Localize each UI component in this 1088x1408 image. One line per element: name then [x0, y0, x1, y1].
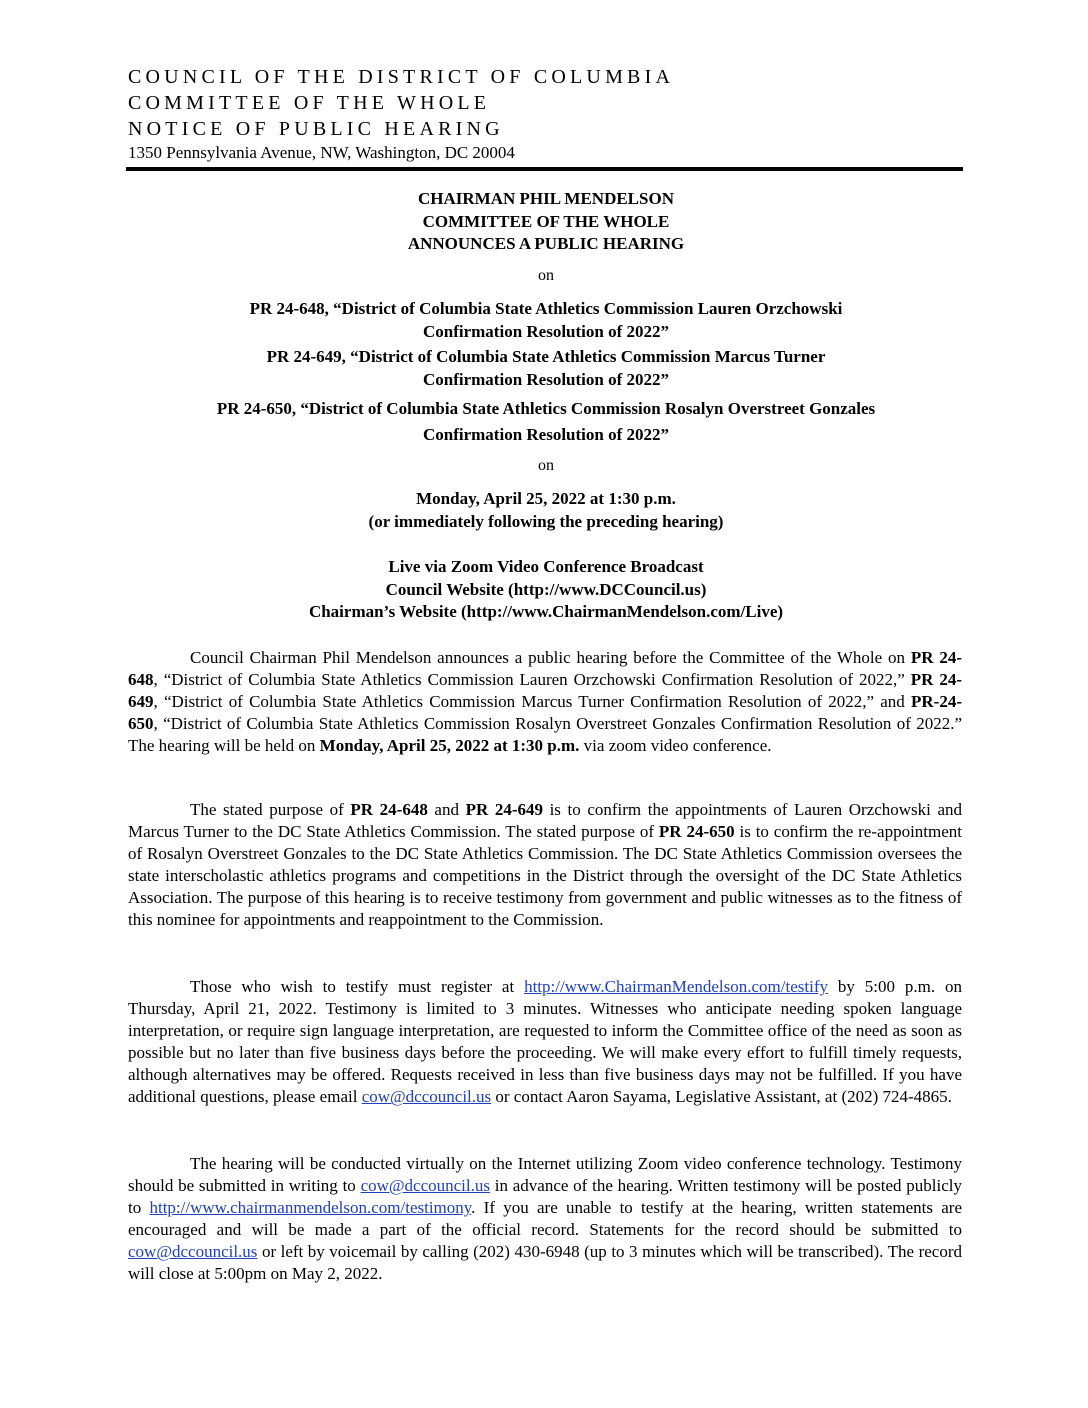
broadcast-line-2: Council Website (http://www.DCCouncil.us)	[385, 579, 707, 599]
council-address: 1350 Pennsylvania Avenue, NW, Washington, DC 20004	[128, 143, 515, 162]
paragraph-purpose: The stated purpose of PR 24-648 and PR 24-649 is to confirm the appointments of Lauren Orzchowski and Marcus Turner to the DC State Athletics Commission. The stated purpose of PR 24-650 is to confirm the re-appointment of Rosalyn Overstreet Gonzales to the DC State Athletics Commission. The DC State Athletics Commission oversees the state interscholastic athletics programs and competitions in the District through the oversight of the DC State Athletics Association. The purpose of this hearing is to receive testimony from government and public witnesses as to the fitness of this nominee for appointments and reappointment to the Commission.	[128, 800, 963, 930]
email-link[interactable]: cow@dccouncil.us	[361, 1087, 492, 1107]
announcement-line-2: COMMITTEE OF THE WHOLE	[422, 211, 670, 231]
hearing-date-line: Monday, April 25, 2022 at 1:30 p.m.	[416, 489, 676, 508]
bill-1-line-1: PR 24-648, “District of Columbia State Athletics Commission Lauren Orzchowski	[249, 299, 843, 318]
paragraph-registration: Those who wish to testify must register at http://www.ChairmanMendelson.com/testify by 5:00 p.m. on Thursday, April 21, 2022. Testimony is limited to 3 minutes. Witnesses who anticipate needing spoken language interpretation, or require sign language interpretation, are requested to inform the Committee office of the need as soon as possible but no later than five business days before the proceeding. We will make every effort to fulfill timely requests, although alternatives may be offered. Requests received in less than five business days may not be fulfilled. If you have additional questions, please email cow@dccouncil.us or contact Aaron Sayama, Legislative Assistant, at (202) 724-4865.	[128, 977, 962, 1107]
bill-3	[120, 396, 972, 448]
bill-2-line-1: PR 24-649, “District of Columbia State Athletics Commission Marcus Turner	[266, 347, 826, 366]
council-name: COUNCIL OF THE DISTRICT OF COLUMBIA	[128, 66, 675, 88]
announcement-block	[120, 188, 972, 256]
paragraph-announcement: Council Chairman Phil Mendelson announces a public hearing before the Committee of the Whole on PR 24-648, “District of Columbia State Athletics Commission Lauren Orzchowski Confirmation Resolution of 2022,” PR 24-649, “District of Columbia State Athletics Commission Marcus Turner Confirmation Resolution of 2022,” and PR-24-650, “District of Columbia State Athletics Commission Rosalyn Overstreet Gonzales Confirmation Resolution of 2022.” The hearing will be held on Monday, April 25, 2022 at 1:30 p.m. via zoom video conference.	[128, 648, 962, 756]
header-divider	[126, 167, 963, 171]
hearing-date	[120, 488, 972, 533]
bill-1-line-2: Confirmation Resolution of 2022”	[422, 321, 670, 341]
notice-title: NOTICE OF PUBLIC HEARING	[128, 118, 504, 140]
bill-3-line-1: PR 24-650, “District of Columbia State Athletics Commission Rosalyn Overstreet Gonzales	[216, 399, 876, 418]
hearing-date-note: (or immediately following the preceding hearing)	[368, 511, 724, 531]
broadcast-line-3: Chairman’s Website (http://www.ChairmanMendelson.com/Live)	[308, 602, 784, 621]
bill-2	[120, 346, 972, 391]
broadcast-info	[120, 556, 972, 624]
bill-1	[120, 298, 972, 343]
testimony-link[interactable]: http://www.chairmanmendelson.com/testimony	[149, 1198, 472, 1218]
announcement-line-3: ANNOUNCES A PUBLIC HEARING	[407, 234, 685, 253]
on-label-1: on	[538, 267, 554, 284]
bill-2-line-2: Confirmation Resolution of 2022”	[422, 369, 670, 389]
committee-name: COMMITTEE OF THE WHOLE	[128, 92, 491, 114]
on-label-2: on	[538, 457, 554, 474]
email-link[interactable]: cow@dccouncil.us	[128, 1242, 258, 1262]
bill-3-line-2: Confirmation Resolution of 2022”	[422, 425, 670, 444]
testify-link[interactable]: http://www.ChairmanMendelson.com/testify	[524, 977, 828, 996]
email-link[interactable]: cow@dccouncil.us	[360, 1176, 490, 1196]
paragraph-virtual-hearing: The hearing will be conducted virtually on the Internet utilizing Zoom video conference technology. Testimony should be submitted in writing to cow@dccouncil.us in advance of the hearing. Written testimony will be posted publicly to http://www.chairmanmendelson.com/testimony. If you are unable to testify at the hearing, written statements are encouraged and will be made a part of the official record. Statements for the record should be submitted to cow@dccouncil.us or left by voicemail by calling (202) 430-6948 (up to 3 minutes which will be transcribed). The record will close at 5:00pm on May 2, 2022.	[128, 1154, 962, 1284]
letterhead	[128, 64, 962, 164]
broadcast-line-1: Live via Zoom Video Conference Broadcast	[388, 557, 704, 576]
announcement-line-1: CHAIRMAN PHIL MENDELSON	[418, 189, 674, 208]
